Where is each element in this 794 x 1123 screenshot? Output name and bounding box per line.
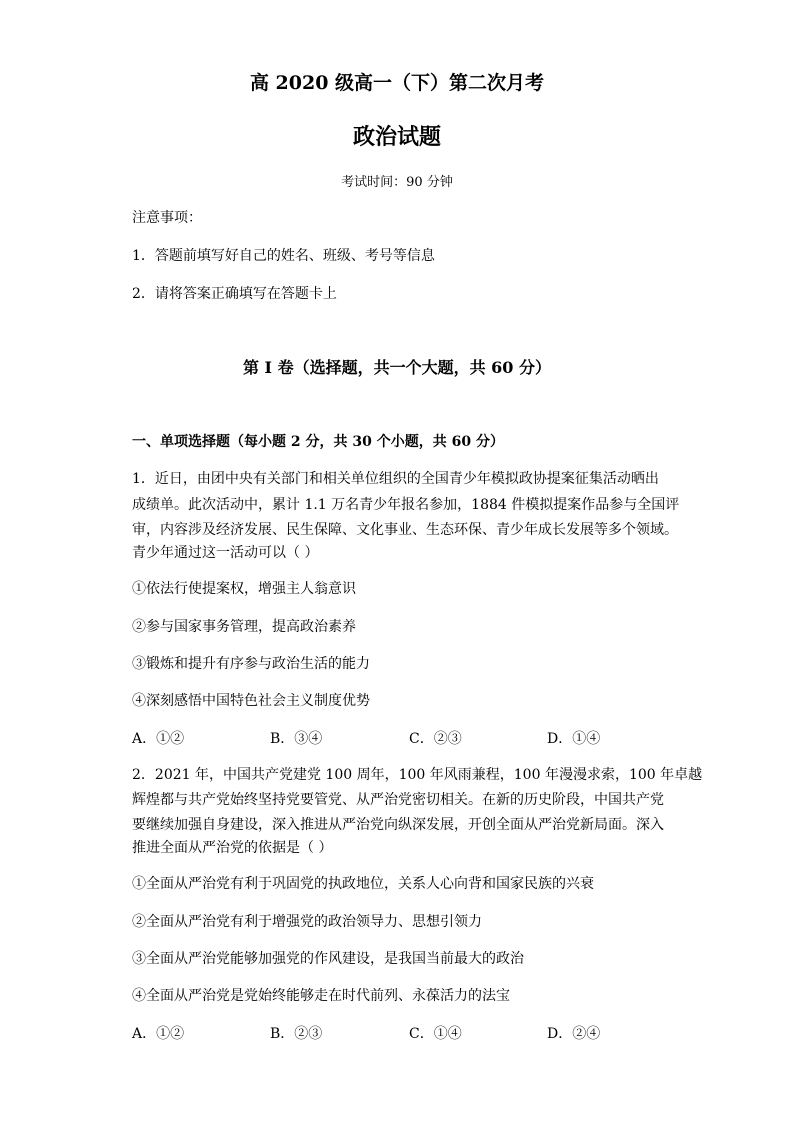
- part-title: 一、单项选择题（每小题 2 分，共 30 个小题，共 60 分）: [132, 434, 504, 450]
- note-item-1: 1．答题前填写好自己的姓名、班级、考号等信息: [132, 248, 435, 264]
- exam-time: 考试时间：90 分钟: [341, 175, 453, 190]
- subject-title: 政治试题: [352, 124, 441, 150]
- question-2-stem-line-4: 推进全面从严治党的依据是（ ）: [132, 840, 333, 856]
- question-1-option-a[interactable]: A．①②: [132, 731, 185, 747]
- question-2-option-c[interactable]: C．①④: [409, 1026, 462, 1042]
- question-2-option-a[interactable]: A．①②: [132, 1026, 185, 1042]
- question-1-statement-3: ③锻炼和提升有序参与政治生活的能力: [132, 656, 370, 672]
- notes-heading: 注意事项：: [132, 210, 202, 226]
- question-1-statement-2: ②参与国家事务管理，提高政治素养: [132, 619, 356, 635]
- question-2-stem-line-1: 2．2021 年，中国共产党建党 100 周年，100 年风雨兼程，100 年漫漫求索，100 年卓越: [132, 767, 703, 783]
- question-2-option-d[interactable]: D．②④: [547, 1026, 601, 1042]
- question-2-statement-4: ④全面从严治党是党始终能够走在时代前列、永葆活力的法宝: [132, 988, 510, 1004]
- question-2-stem-line-3: 要继续加强自身建设，深入推进从严治党向纵深发展，开创全面从严治党新局面。深入: [132, 817, 664, 833]
- question-1-statement-4: ④深刻感悟中国特色社会主义制度优势: [132, 693, 370, 709]
- question-1-statement-1: ①依法行使提案权，增强主人翁意识: [132, 581, 356, 597]
- exam-title: 高 2020 级高一（下）第二次月考: [249, 72, 545, 94]
- question-2-statement-2: ②全面从严治党有利于增强党的政治领导力、思想引领力: [132, 914, 482, 930]
- question-2-statement-3: ③全面从严治党能够加强党的作风建设，是我国当前最大的政治: [132, 951, 524, 967]
- question-1-option-b[interactable]: B．③④: [270, 731, 323, 747]
- question-1-stem-line-3: 审，内容涉及经济发展、民生保障、文化事业、生态环保、青少年成长发展等多个领域。: [132, 522, 678, 538]
- volume-title: 第 I 卷（选择题，共一个大题，共 60 分）: [242, 358, 552, 377]
- question-1-stem-line-2: 成绩单。此次活动中，累计 1.1 万名青少年报名参加，1884 件模拟提案作品参与全国评: [132, 497, 680, 513]
- question-1-stem-line-1: 1．近日，由团中央有关部门和相关单位组织的全国青少年模拟政协提案征集活动晒出: [132, 471, 659, 487]
- question-1-stem-line-4: 青少年通过这一活动可以（ ）: [132, 545, 319, 561]
- question-2-stem-line-2: 辉煌都与共产党始终坚持党要管党、从严治党密切相关。在新的历史阶段，中国共产党: [132, 792, 664, 808]
- question-1-options: [132, 729, 672, 749]
- question-2-options: [132, 1024, 672, 1044]
- question-2-option-b[interactable]: B．②③: [270, 1026, 323, 1042]
- question-1-option-c[interactable]: C．②③: [409, 731, 462, 747]
- question-2-statement-1: ①全面从严治党有利于巩固党的执政地位，关系人心向背和国家民族的兴衰: [132, 876, 594, 892]
- note-item-2: 2．请将答案正确填写在答题卡上: [132, 286, 337, 302]
- question-1-option-d[interactable]: D．①④: [547, 731, 601, 747]
